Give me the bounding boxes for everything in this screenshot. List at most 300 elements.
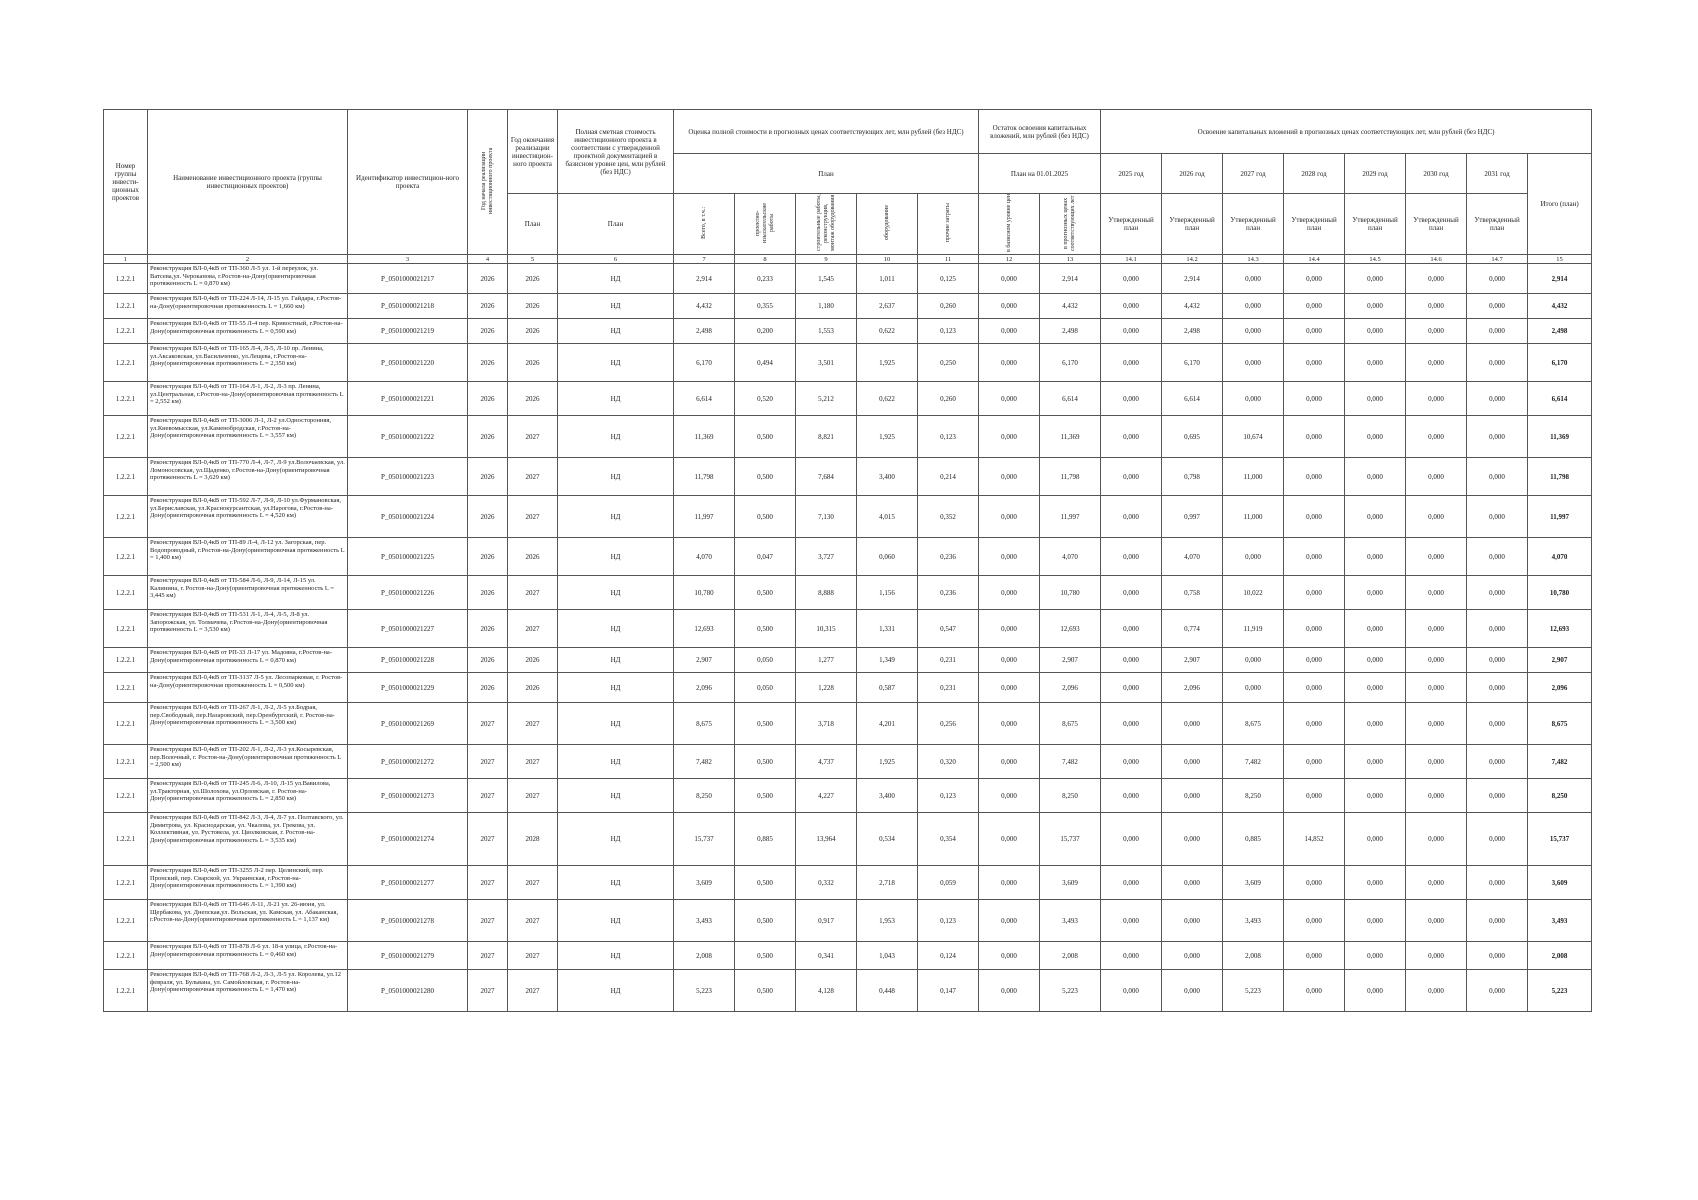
cell-value: 11,000 bbox=[1223, 496, 1284, 538]
cell-value: 0,000 bbox=[1406, 703, 1467, 745]
cell-start-year: 2026 bbox=[468, 382, 508, 416]
cell-value: 6,170 bbox=[674, 344, 735, 382]
cell-value: 10,780 bbox=[1040, 576, 1101, 610]
cell-value: 0,000 bbox=[1284, 264, 1345, 294]
cell-value: 0,000 bbox=[1284, 344, 1345, 382]
cell-group-no: 1.2.2.1 bbox=[104, 900, 148, 942]
header-sub-smr: строительные работы, реконструкция, монтаж оборудования bbox=[796, 194, 857, 255]
cell-value: 2,914 bbox=[1040, 264, 1101, 294]
cell-value: 0,000 bbox=[1101, 779, 1162, 813]
cell-value: 0,000 bbox=[979, 900, 1040, 942]
cell-start-year: 2027 bbox=[468, 942, 508, 970]
cell-value: 0,000 bbox=[1467, 745, 1528, 779]
header-sub-base: в базисном уровне цен bbox=[979, 194, 1040, 255]
cell-value: 0,047 bbox=[735, 538, 796, 576]
cell-value: 1,156 bbox=[857, 576, 918, 610]
cell-start-year: 2026 bbox=[468, 648, 508, 673]
cell-end-year: 2026 bbox=[508, 264, 558, 294]
cell-value: 0,000 bbox=[1223, 538, 1284, 576]
cell-total: 15,737 bbox=[1528, 813, 1592, 866]
header-mastering: Освоение капитальных вложений в прогнозных ценах соответствующих лет, млн рублей (без НДС) bbox=[1101, 110, 1592, 154]
cell-value: 0,123 bbox=[918, 319, 979, 344]
cell-value: 0,000 bbox=[1284, 416, 1345, 458]
cell-end-year: 2027 bbox=[508, 745, 558, 779]
cell-start-year: 2026 bbox=[468, 673, 508, 703]
table-row bbox=[104, 264, 1592, 294]
header-approved-2025: Утвержденный план bbox=[1101, 194, 1162, 255]
cell-value: 6,614 bbox=[1040, 382, 1101, 416]
cell-total: 2,907 bbox=[1528, 648, 1592, 673]
cell-value: 0,000 bbox=[1284, 779, 1345, 813]
cell-group-no: 1.2.2.1 bbox=[104, 458, 148, 496]
cell-value: 0,000 bbox=[1406, 344, 1467, 382]
cell-cost-plan: НД bbox=[558, 673, 674, 703]
cell-cost-plan: НД bbox=[558, 264, 674, 294]
cell-value: 0,000 bbox=[979, 294, 1040, 319]
cell-group-no: 1.2.2.1 bbox=[104, 703, 148, 745]
cell-value: 0,520 bbox=[735, 382, 796, 416]
cell-value: 0,000 bbox=[1467, 813, 1528, 866]
column-number: 15 bbox=[1528, 255, 1592, 264]
cell-value: 2,096 bbox=[1040, 673, 1101, 703]
cell-project-name: Реконструкция ВЛ-0,4кВ от РП-33 Л-17 ул. Мадояна, г.Ростов-на-Дону(ориентировочная протяженность L = 0,870 км) bbox=[148, 648, 348, 673]
header-sub-pir: проектно-изыскательские работы bbox=[735, 194, 796, 255]
cell-project-name: Реконструкция ВЛ-0,4кВ от ТП-89 Л-4, Л-12 ул. Загорская, пер. Водопроводный, г.Ростов-на-Дону(ориентировочная протяженность L = 1,400 км) bbox=[148, 538, 348, 576]
cell-project-name: Реконструкция ВЛ-0,4кВ от ТП-531 Л-1, Л-4, Л-5, Л-8 ул. Запорожская, ул. Толмачева, г.Ростов-на-Дону(ориентировочная протяженность L = 3,530 км) bbox=[148, 610, 348, 648]
cell-value: 2,096 bbox=[674, 673, 735, 703]
header-approved-2029: Утвержденный план bbox=[1345, 194, 1406, 255]
cell-start-year: 2026 bbox=[468, 458, 508, 496]
cell-value: 0,997 bbox=[1162, 496, 1223, 538]
cell-value: 0,500 bbox=[735, 703, 796, 745]
cell-value: 1,349 bbox=[857, 648, 918, 673]
cell-total: 7,482 bbox=[1528, 745, 1592, 779]
column-number-row bbox=[104, 255, 1592, 264]
cell-end-year: 2027 bbox=[508, 610, 558, 648]
cell-value: 0,000 bbox=[1345, 745, 1406, 779]
cell-value: 1,925 bbox=[857, 416, 918, 458]
cell-value: 7,130 bbox=[796, 496, 857, 538]
cell-project-id: P_0501000021218 bbox=[348, 294, 468, 319]
cell-value: 0,000 bbox=[1284, 703, 1345, 745]
table-row bbox=[104, 294, 1592, 319]
cell-value: 4,227 bbox=[796, 779, 857, 813]
cell-value: 0,000 bbox=[1467, 703, 1528, 745]
cell-value: 0,000 bbox=[1284, 610, 1345, 648]
cell-project-name: Реконструкция ВЛ-0,4кВ от ТП-360 Л-5 ул. 1-й переулок, ул. Ватсева,ул. Чероканова, г.Ростов-на-Дону(ориентировочная протяженность L = 0,870 км) bbox=[148, 264, 348, 294]
column-number: 14.5 bbox=[1345, 255, 1406, 264]
cell-end-year: 2027 bbox=[508, 942, 558, 970]
column-number: 6 bbox=[558, 255, 674, 264]
column-number: 2 bbox=[148, 255, 348, 264]
cell-value: 12,693 bbox=[674, 610, 735, 648]
cell-total: 12,693 bbox=[1528, 610, 1592, 648]
cell-value: 0,000 bbox=[1101, 319, 1162, 344]
cell-start-year: 2027 bbox=[468, 900, 508, 942]
cell-value: 3,400 bbox=[857, 458, 918, 496]
cell-value: 2,008 bbox=[1040, 942, 1101, 970]
cell-project-name: Реконструкция ВЛ-0,4кВ от ТП-3006 Л-1, Л-2 ул.Односторонняя, ул.Киевомысская, ул.Каменобродская, г.Ростов-на-Дону(ориентировочная протяженность L = 3,557 км) bbox=[148, 416, 348, 458]
cell-value: 2,914 bbox=[1162, 264, 1223, 294]
cell-end-year: 2027 bbox=[508, 576, 558, 610]
table-row bbox=[104, 673, 1592, 703]
cell-start-year: 2026 bbox=[468, 294, 508, 319]
cell-value: 0,000 bbox=[1101, 866, 1162, 900]
cell-value: 0,000 bbox=[1467, 382, 1528, 416]
cell-group-no: 1.2.2.1 bbox=[104, 576, 148, 610]
cell-value: 0,000 bbox=[1406, 866, 1467, 900]
cell-value: 0,000 bbox=[979, 703, 1040, 745]
cell-value: 0,000 bbox=[1101, 416, 1162, 458]
cell-value: 15,737 bbox=[674, 813, 735, 866]
cell-value: 0,000 bbox=[1406, 648, 1467, 673]
header-cost-plan: План bbox=[558, 194, 674, 255]
cell-value: 0,000 bbox=[979, 648, 1040, 673]
cell-value: 0,000 bbox=[1345, 813, 1406, 866]
cell-value: 0,123 bbox=[918, 416, 979, 458]
header-full-cost: Полная сметная стоимость инвестиционного проекта в соответствии с утвержденной проектной документацией в базисном уровне цен, млн рублей (без НДС) bbox=[558, 110, 674, 194]
cell-value: 0,500 bbox=[735, 866, 796, 900]
cell-value: 1,043 bbox=[857, 942, 918, 970]
table-row bbox=[104, 942, 1592, 970]
cell-group-no: 1.2.2.1 bbox=[104, 866, 148, 900]
cell-value: 2,008 bbox=[674, 942, 735, 970]
cell-total: 10,780 bbox=[1528, 576, 1592, 610]
cell-value: 0,000 bbox=[1101, 538, 1162, 576]
column-number: 11 bbox=[918, 255, 979, 264]
cell-value: 0,000 bbox=[979, 673, 1040, 703]
cell-value: 0,000 bbox=[1467, 970, 1528, 1012]
cell-value: 0,000 bbox=[1406, 745, 1467, 779]
cell-end-year: 2027 bbox=[508, 970, 558, 1012]
cell-total: 2,096 bbox=[1528, 673, 1592, 703]
cell-value: 0,320 bbox=[918, 745, 979, 779]
cell-value: 0,000 bbox=[1101, 813, 1162, 866]
cell-project-id: P_0501000021224 bbox=[348, 496, 468, 538]
cell-end-year: 2027 bbox=[508, 900, 558, 942]
cell-cost-plan: НД bbox=[558, 866, 674, 900]
cell-value: 8,675 bbox=[1223, 703, 1284, 745]
cell-value: 11,369 bbox=[674, 416, 735, 458]
cell-project-id: P_0501000021278 bbox=[348, 900, 468, 942]
cell-value: 0,050 bbox=[735, 673, 796, 703]
cell-group-no: 1.2.2.1 bbox=[104, 648, 148, 673]
cell-value: 3,609 bbox=[674, 866, 735, 900]
table-row bbox=[104, 813, 1592, 866]
cell-value: 2,907 bbox=[1162, 648, 1223, 673]
cell-value: 3,501 bbox=[796, 344, 857, 382]
cell-value: 0,000 bbox=[1345, 496, 1406, 538]
cell-value: 0,000 bbox=[1284, 576, 1345, 610]
cell-value: 3,493 bbox=[1223, 900, 1284, 942]
cell-value: 2,096 bbox=[1162, 673, 1223, 703]
cell-value: 0,000 bbox=[1406, 382, 1467, 416]
cell-value: 0,236 bbox=[918, 576, 979, 610]
cell-value: 0,000 bbox=[979, 866, 1040, 900]
cell-group-no: 1.2.2.1 bbox=[104, 416, 148, 458]
cell-value: 0,000 bbox=[979, 538, 1040, 576]
cell-cost-plan: НД bbox=[558, 970, 674, 1012]
cell-value: 0,774 bbox=[1162, 610, 1223, 648]
cell-project-id: P_0501000021227 bbox=[348, 610, 468, 648]
cell-value: 0,500 bbox=[735, 416, 796, 458]
cell-value: 0,500 bbox=[735, 458, 796, 496]
cell-value: 0,050 bbox=[735, 648, 796, 673]
cell-value: 0,256 bbox=[918, 703, 979, 745]
cell-group-no: 1.2.2.1 bbox=[104, 779, 148, 813]
column-number: 10 bbox=[857, 255, 918, 264]
cell-group-no: 1.2.2.1 bbox=[104, 813, 148, 866]
cell-end-year: 2027 bbox=[508, 416, 558, 458]
cell-value: 0,500 bbox=[735, 942, 796, 970]
header-plan-date: План на 01.01.2025 bbox=[979, 154, 1101, 194]
cell-value: 0,354 bbox=[918, 813, 979, 866]
cell-start-year: 2026 bbox=[468, 344, 508, 382]
cell-value: 0,236 bbox=[918, 538, 979, 576]
cell-start-year: 2026 bbox=[468, 576, 508, 610]
cell-value: 10,674 bbox=[1223, 416, 1284, 458]
cell-value: 0,000 bbox=[1467, 294, 1528, 319]
cell-project-id: P_0501000021226 bbox=[348, 576, 468, 610]
cell-value: 4,432 bbox=[1162, 294, 1223, 319]
document-sheet bbox=[103, 109, 1585, 1012]
column-number: 7 bbox=[674, 255, 735, 264]
cell-value: 0,000 bbox=[1284, 319, 1345, 344]
cell-project-id: P_0501000021277 bbox=[348, 866, 468, 900]
cell-value: 0,000 bbox=[1284, 942, 1345, 970]
cell-value: 0,355 bbox=[735, 294, 796, 319]
cell-project-name: Реконструкция ВЛ-0,4кВ от ТП-3137 Л-5 ул. Лесопарковая, г. Ростов-на-Дону(ориентировочная протяженность L = 0,500 км) bbox=[148, 673, 348, 703]
cell-value: 0,000 bbox=[1162, 942, 1223, 970]
header-sub-total: Всего, в т.ч.: bbox=[674, 194, 735, 255]
cell-cost-plan: НД bbox=[558, 610, 674, 648]
cell-project-name: Реконструкция ВЛ-0,4кВ от ТП-164 Л-1, Л-2, Л-3 пр. Ленина, ул.Центральная, г.Ростов-на-Дону(ориентировочная протяженность L = 2,552 км) bbox=[148, 382, 348, 416]
column-number: 13 bbox=[1040, 255, 1101, 264]
header-approved-2031: Утвержденный план bbox=[1467, 194, 1528, 255]
cell-value: 0,000 bbox=[1345, 866, 1406, 900]
cell-total: 6,614 bbox=[1528, 382, 1592, 416]
header-forecast-cost: Оценка полной стоимости в прогнозных ценах соответствующих лет, млн рублей (без НДС) bbox=[674, 110, 979, 154]
cell-group-no: 1.2.2.1 bbox=[104, 294, 148, 319]
cell-value: 0,000 bbox=[1467, 648, 1528, 673]
cell-value: 10,780 bbox=[674, 576, 735, 610]
cell-value: 0,885 bbox=[735, 813, 796, 866]
cell-value: 0,000 bbox=[1223, 648, 1284, 673]
cell-value: 0,000 bbox=[1406, 319, 1467, 344]
cell-value: 0,494 bbox=[735, 344, 796, 382]
cell-value: 0,000 bbox=[1345, 538, 1406, 576]
cell-value: 8,821 bbox=[796, 416, 857, 458]
cell-group-no: 1.2.2.1 bbox=[104, 496, 148, 538]
cell-value: 0,000 bbox=[1345, 458, 1406, 496]
cell-group-no: 1.2.2.1 bbox=[104, 264, 148, 294]
column-number: 14.7 bbox=[1467, 255, 1528, 264]
cell-value: 0,000 bbox=[1406, 416, 1467, 458]
cell-value: 0,000 bbox=[1406, 942, 1467, 970]
table-body bbox=[104, 264, 1592, 1012]
cell-value: 11,000 bbox=[1223, 458, 1284, 496]
cell-value: 0,000 bbox=[979, 382, 1040, 416]
cell-value: 5,223 bbox=[1040, 970, 1101, 1012]
header-year-2031: 2031 год bbox=[1467, 154, 1528, 194]
cell-start-year: 2026 bbox=[468, 264, 508, 294]
cell-project-id: P_0501000021274 bbox=[348, 813, 468, 866]
table-row bbox=[104, 538, 1592, 576]
cell-cost-plan: НД bbox=[558, 344, 674, 382]
cell-value: 0,000 bbox=[1284, 458, 1345, 496]
cell-project-id: P_0501000021220 bbox=[348, 344, 468, 382]
cell-total: 4,070 bbox=[1528, 538, 1592, 576]
cell-value: 3,493 bbox=[674, 900, 735, 942]
cell-cost-plan: НД bbox=[558, 496, 674, 538]
cell-cost-plan: НД bbox=[558, 458, 674, 496]
cell-value: 0,000 bbox=[1101, 970, 1162, 1012]
cell-value: 0,000 bbox=[1101, 576, 1162, 610]
cell-project-name: Реконструкция ВЛ-0,4кВ от ТП-770 Л-4, Л-7, Л-9 ул.Волочаевская, ул. Ломоносовская, ул.Щаденко, г.Ростов-на-Дону(ориентировочная протяженность L = 3,629 км) bbox=[148, 458, 348, 496]
cell-value: 0,000 bbox=[1467, 779, 1528, 813]
cell-end-year: 2026 bbox=[508, 294, 558, 319]
cell-value: 1,545 bbox=[796, 264, 857, 294]
cell-start-year: 2026 bbox=[468, 416, 508, 458]
header-year-2027: 2027 год bbox=[1223, 154, 1284, 194]
cell-value: 0,214 bbox=[918, 458, 979, 496]
cell-value: 2,498 bbox=[1040, 319, 1101, 344]
cell-value: 0,000 bbox=[1467, 942, 1528, 970]
table-row bbox=[104, 703, 1592, 745]
column-number: 9 bbox=[796, 255, 857, 264]
cell-value: 0,000 bbox=[979, 779, 1040, 813]
cell-value: 0,000 bbox=[1345, 382, 1406, 416]
cell-value: 0,000 bbox=[1406, 673, 1467, 703]
cell-value: 0,622 bbox=[857, 382, 918, 416]
column-number: 14.2 bbox=[1162, 255, 1223, 264]
table-row bbox=[104, 344, 1592, 382]
cell-value: 0,260 bbox=[918, 382, 979, 416]
cell-project-name: Реконструкция ВЛ-0,4кВ от ТП-878 Л-6 ул. 18-я улица, г.Ростов-на-Дону(ориентировочная протяженность L = 0,460 км) bbox=[148, 942, 348, 970]
cell-project-name: Реконструкция ВЛ-0,4кВ от ТП-224 Л-14, Л-15 ул. Гайдара, г.Ростов-на-Дону(ориентировочная протяженность L = 1,660 км) bbox=[148, 294, 348, 319]
cell-value: 2,907 bbox=[1040, 648, 1101, 673]
cell-value: 7,482 bbox=[1223, 745, 1284, 779]
table-row bbox=[104, 382, 1592, 416]
cell-end-year: 2027 bbox=[508, 496, 558, 538]
cell-value: 0,000 bbox=[1284, 496, 1345, 538]
cell-start-year: 2026 bbox=[468, 610, 508, 648]
header-approved-2027: Утвержденный план bbox=[1223, 194, 1284, 255]
cell-cost-plan: НД bbox=[558, 382, 674, 416]
cell-end-year: 2028 bbox=[508, 813, 558, 866]
cell-start-year: 2027 bbox=[468, 970, 508, 1012]
cell-cost-plan: НД bbox=[558, 538, 674, 576]
cell-value: 0,000 bbox=[1101, 344, 1162, 382]
cell-end-year: 2026 bbox=[508, 673, 558, 703]
table-row bbox=[104, 970, 1592, 1012]
cell-value: 10,022 bbox=[1223, 576, 1284, 610]
cell-project-name: Реконструкция ВЛ-0,4кВ от ТП-3255 Л-2 пер. Целинский, пер. Пронский, пер. Сварской, ул. Украинская, г.Ростов-на-Дону(ориентировочная протяженность L = 1,390 км) bbox=[148, 866, 348, 900]
cell-value: 1,553 bbox=[796, 319, 857, 344]
cell-project-id: P_0501000021269 bbox=[348, 703, 468, 745]
table-row bbox=[104, 900, 1592, 942]
cell-project-name: Реконструкция ВЛ-0,4кВ от ТП-768 Л-2, Л-3, Л-5 ул. Королева, ул.12 февраля, ул. Бульвана, ул. Самойловская, г. Ростов-на-Дону(ориентировочная протяженность L = 1,470 км) bbox=[148, 970, 348, 1012]
cell-cost-plan: НД bbox=[558, 745, 674, 779]
cell-value: 0,059 bbox=[918, 866, 979, 900]
cell-value: 0,000 bbox=[1345, 942, 1406, 970]
cell-value: 0,500 bbox=[735, 610, 796, 648]
cell-value: 0,000 bbox=[1406, 264, 1467, 294]
cell-value: 0,000 bbox=[1406, 538, 1467, 576]
cell-value: 2,914 bbox=[674, 264, 735, 294]
column-number: 12 bbox=[979, 255, 1040, 264]
cell-value: 0,352 bbox=[918, 496, 979, 538]
table-row bbox=[104, 496, 1592, 538]
cell-value: 0,000 bbox=[1406, 576, 1467, 610]
cell-value: 1,277 bbox=[796, 648, 857, 673]
cell-value: 0,250 bbox=[918, 344, 979, 382]
cell-group-no: 1.2.2.1 bbox=[104, 942, 148, 970]
cell-value: 0,000 bbox=[1284, 294, 1345, 319]
cell-value: 0,000 bbox=[1101, 382, 1162, 416]
cell-value: 0,123 bbox=[918, 779, 979, 813]
cell-cost-plan: НД bbox=[558, 703, 674, 745]
table-row bbox=[104, 610, 1592, 648]
cell-value: 0,000 bbox=[1284, 866, 1345, 900]
cell-value: 0,000 bbox=[1101, 900, 1162, 942]
cell-project-name: Реконструкция ВЛ-0,4кВ от ТП-267 Л-1, Л-2, Л-5 ул.Бодрая, пер.Свободный, пер.Назаровский, пер.Оренбургский, г. Ростов-на-Дону(ориентировочная протяженность L = 3,500 км) bbox=[148, 703, 348, 745]
table-row bbox=[104, 576, 1592, 610]
cell-value: 0,000 bbox=[1345, 264, 1406, 294]
cell-start-year: 2027 bbox=[468, 813, 508, 866]
cell-cost-plan: НД bbox=[558, 779, 674, 813]
column-number: 5 bbox=[508, 255, 558, 264]
header-group-no: Номер группы инвести-ционных проектов bbox=[104, 110, 148, 255]
cell-value: 6,614 bbox=[1162, 382, 1223, 416]
cell-value: 8,675 bbox=[1040, 703, 1101, 745]
cell-value: 0,260 bbox=[918, 294, 979, 319]
cell-value: 0,000 bbox=[1101, 458, 1162, 496]
cell-value: 0,000 bbox=[1345, 344, 1406, 382]
cell-value: 1,331 bbox=[857, 610, 918, 648]
cell-value: 4,432 bbox=[674, 294, 735, 319]
cell-start-year: 2026 bbox=[468, 319, 508, 344]
cell-value: 0,000 bbox=[1406, 970, 1467, 1012]
cell-value: 0,000 bbox=[1345, 576, 1406, 610]
cell-value: 10,315 bbox=[796, 610, 857, 648]
cell-value: 0,000 bbox=[979, 610, 1040, 648]
cell-value: 0,000 bbox=[979, 344, 1040, 382]
cell-value: 0,060 bbox=[857, 538, 918, 576]
table-row bbox=[104, 648, 1592, 673]
cell-value: 0,000 bbox=[979, 496, 1040, 538]
column-number: 14.3 bbox=[1223, 255, 1284, 264]
column-number: 8 bbox=[735, 255, 796, 264]
cell-value: 0,000 bbox=[1162, 970, 1223, 1012]
cell-total: 3,609 bbox=[1528, 866, 1592, 900]
table-row bbox=[104, 866, 1592, 900]
cell-value: 0,000 bbox=[1223, 319, 1284, 344]
cell-end-year: 2026 bbox=[508, 538, 558, 576]
cell-total: 2,498 bbox=[1528, 319, 1592, 344]
cell-value: 1,953 bbox=[857, 900, 918, 942]
cell-value: 0,000 bbox=[1223, 673, 1284, 703]
cell-value: 0,000 bbox=[1162, 813, 1223, 866]
cell-project-id: P_0501000021225 bbox=[348, 538, 468, 576]
cell-value: 11,997 bbox=[1040, 496, 1101, 538]
cell-value: 4,070 bbox=[674, 538, 735, 576]
cell-value: 0,000 bbox=[1223, 344, 1284, 382]
header-remaining: Остаток освоения капитальных вложений, млн рублей (без НДС) bbox=[979, 110, 1101, 154]
cell-total: 2,914 bbox=[1528, 264, 1592, 294]
cell-value: 1,180 bbox=[796, 294, 857, 319]
cell-value: 13,964 bbox=[796, 813, 857, 866]
